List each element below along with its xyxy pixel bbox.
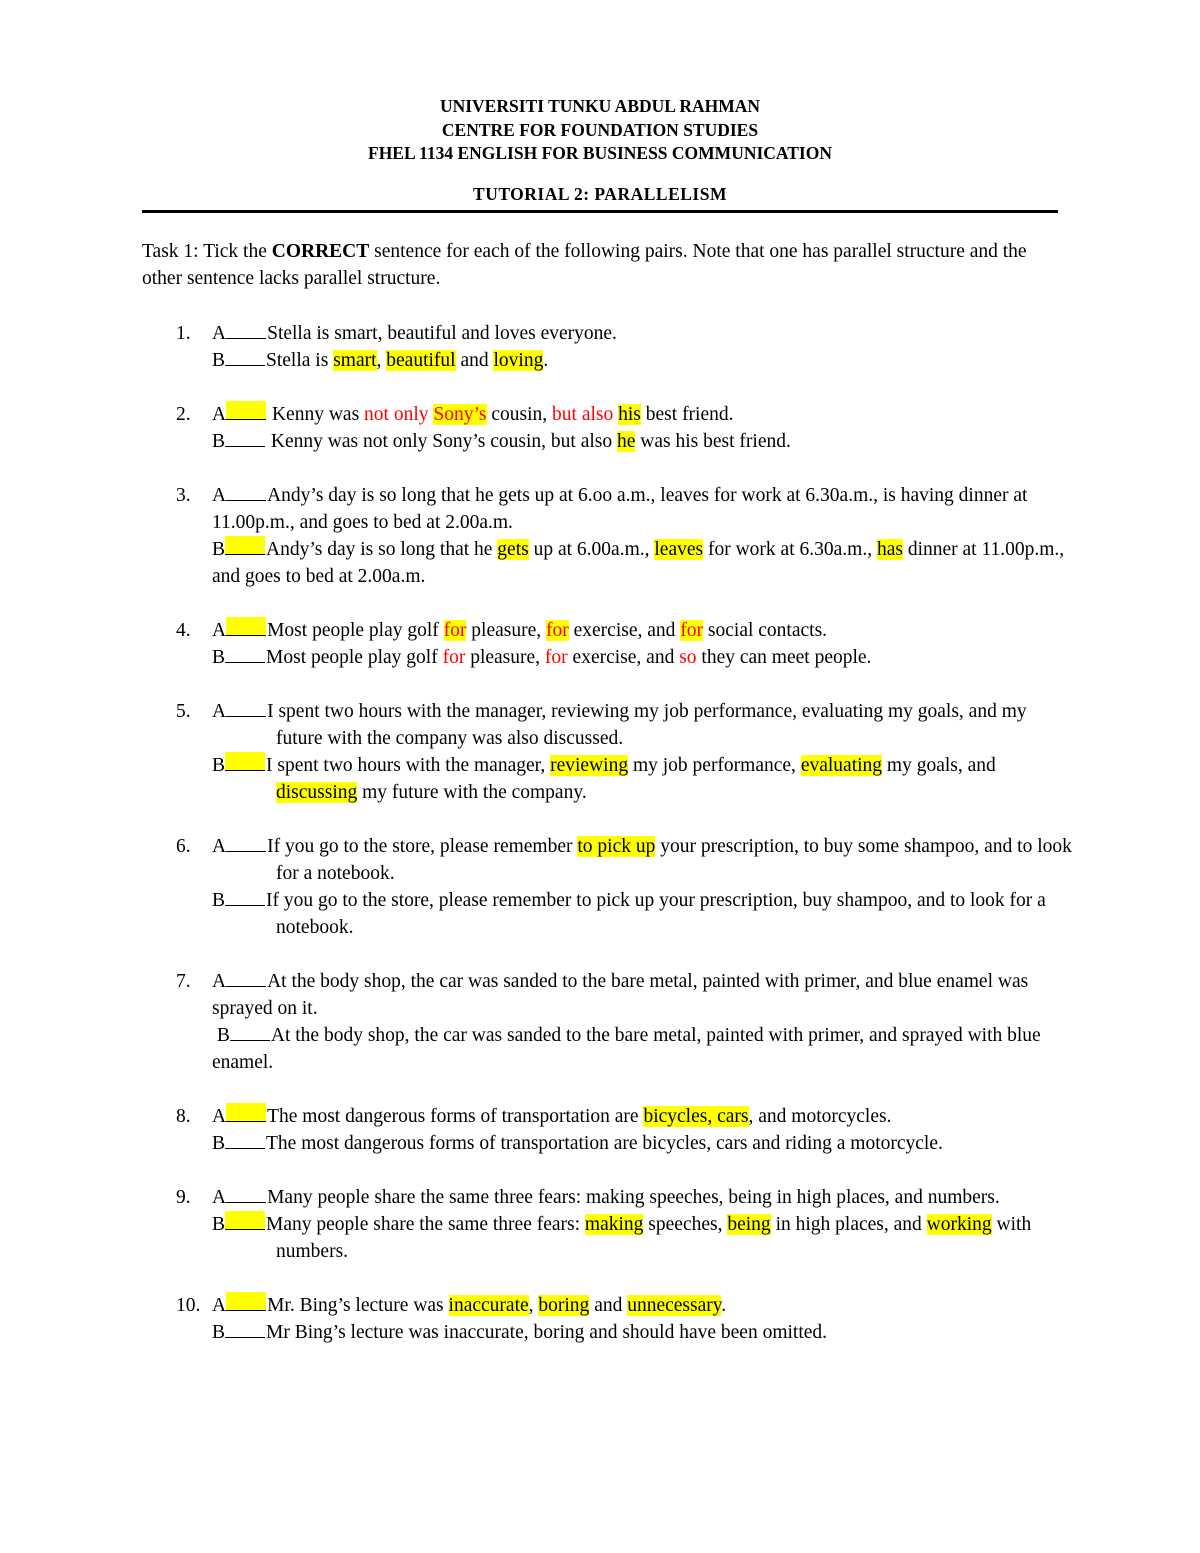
option-a: A If you go to the store, please remember to pick up your prescription, to buy some shampoo, and to look for a notebook. bbox=[212, 833, 1072, 887]
centre-name: CENTRE FOR FOUNDATION STUDIES bbox=[441, 119, 759, 140]
task-bold-word: CORRECT bbox=[271, 241, 370, 262]
task-prefix: Task 1: Tick the bbox=[142, 241, 272, 262]
question-item bbox=[142, 968, 1072, 1076]
question-number: 4. bbox=[176, 620, 191, 641]
question-item bbox=[142, 1103, 1072, 1157]
tutorial-title: TUTORIAL 2: PARALLELISM bbox=[473, 184, 727, 204]
answer-blank[interactable] bbox=[225, 644, 265, 663]
answer-blank-marked[interactable] bbox=[225, 752, 265, 771]
answer-blank[interactable] bbox=[226, 833, 266, 852]
answer-blank[interactable] bbox=[226, 320, 266, 339]
question-number: 9. bbox=[176, 1187, 191, 1208]
answer-blank[interactable] bbox=[225, 347, 265, 366]
question-item bbox=[142, 1184, 1072, 1265]
answer-blank[interactable] bbox=[226, 968, 266, 987]
answer-blank[interactable] bbox=[225, 1319, 265, 1338]
option-a: A Most people play golf for pleasure, for exercise, and for social contacts. bbox=[212, 617, 1072, 644]
option-b: B Kenny was not only Sony’s cousin, but also he was his best friend. bbox=[212, 428, 1072, 455]
question-item bbox=[142, 482, 1072, 590]
option-a: A Andy’s day is so long that he gets up at 6.oo a.m., leaves for work at 6.30a.m., is having dinner at 11.00p.m., and goes to bed at 2.00a.m. bbox=[212, 482, 1072, 536]
answer-blank[interactable] bbox=[225, 887, 265, 906]
answer-blank[interactable] bbox=[226, 698, 266, 717]
question-number: 5. bbox=[176, 701, 191, 722]
option-b: B If you go to the store, please remember to pick up your prescription, buy shampoo, and to look for a notebook. bbox=[212, 887, 1072, 941]
question-number: 7. bbox=[176, 971, 191, 992]
question-item bbox=[142, 401, 1072, 455]
option-b: B The most dangerous forms of transportation are bicycles, cars and riding a motorcycle. bbox=[212, 1130, 1072, 1157]
answer-blank[interactable] bbox=[225, 1130, 265, 1149]
option-a: A Mr. Bing’s lecture was inaccurate, boring and unnecessary. bbox=[212, 1292, 1072, 1319]
university-name: UNIVERSITI TUNKU ABDUL RAHMAN bbox=[439, 96, 761, 116]
option-b: B Mr Bing’s lecture was inaccurate, boring and should have been omitted. bbox=[212, 1319, 1072, 1346]
question-item bbox=[142, 698, 1072, 806]
task-instructions bbox=[142, 238, 1062, 292]
answer-blank[interactable] bbox=[226, 1184, 266, 1203]
answer-blank[interactable] bbox=[225, 428, 265, 447]
course-title: FHEL 1134 ENGLISH FOR BUSINESS COMMUNICATION bbox=[368, 143, 832, 163]
question-number: 10. bbox=[176, 1295, 201, 1316]
answer-blank-marked[interactable] bbox=[226, 1292, 266, 1311]
option-b: B Stella is smart, beautiful and loving. bbox=[212, 347, 1072, 374]
option-b: B I spent two hours with the manager, reviewing my job performance, evaluating my goals, and discussing my future with the company. bbox=[212, 752, 1072, 806]
option-a: A The most dangerous forms of transportation are bicycles, cars, and motorcycles. bbox=[212, 1103, 1072, 1130]
answer-blank[interactable] bbox=[230, 1022, 270, 1041]
title-divider bbox=[142, 210, 1058, 213]
answer-blank[interactable] bbox=[226, 482, 266, 501]
question-item bbox=[142, 833, 1072, 941]
question-number: 8. bbox=[176, 1106, 191, 1127]
question-number: 3. bbox=[176, 485, 191, 506]
question-item bbox=[142, 617, 1072, 671]
question-number: 1. bbox=[176, 323, 191, 344]
option-a: A At the body shop, the car was sanded to the bare metal, painted with primer, and blue enamel was sprayed on it. bbox=[212, 968, 1072, 1022]
option-a: A Kenny was not only Sony’s cousin, but also his best friend. bbox=[212, 401, 1072, 428]
question-list bbox=[142, 320, 1072, 1373]
question-item bbox=[142, 320, 1072, 374]
answer-blank-marked[interactable] bbox=[225, 1211, 265, 1230]
answer-blank-marked[interactable] bbox=[226, 401, 266, 420]
option-b: B Andy’s day is so long that he gets up at 6.00a.m., leaves for work at 6.30a.m., has dinner at 11.00p.m., and goes to bed at 2.00a.m. bbox=[212, 536, 1072, 590]
option-a: A Stella is smart, beautiful and loves everyone. bbox=[212, 320, 1072, 347]
answer-blank-marked[interactable] bbox=[226, 1103, 266, 1122]
option-b: B Many people share the same three fears: making speeches, being in high places, and working with numbers. bbox=[212, 1211, 1072, 1265]
option-a: A I spent two hours with the manager, reviewing my job performance, evaluating my goals, and my future with the company was also discussed. bbox=[212, 698, 1072, 752]
question-number: 6. bbox=[176, 836, 191, 857]
option-b: B At the body shop, the car was sanded to the bare metal, painted with primer, and sprayed with blue enamel. bbox=[212, 1022, 1072, 1076]
question-item bbox=[142, 1292, 1072, 1346]
document-header bbox=[142, 95, 1058, 166]
option-a: A Many people share the same three fears: making speeches, being in high places, and numbers. bbox=[212, 1184, 1072, 1211]
task-suffix: sentence for each of the following pairs. Note that one has parallel structure and the other sentence lacks parallel structure. bbox=[142, 241, 1027, 289]
answer-blank-marked[interactable] bbox=[225, 536, 265, 555]
question-number: 2. bbox=[176, 404, 191, 425]
option-b: B Most people play golf for pleasure, for exercise, and so they can meet people. bbox=[212, 644, 1072, 671]
answer-blank-marked[interactable] bbox=[226, 617, 266, 636]
